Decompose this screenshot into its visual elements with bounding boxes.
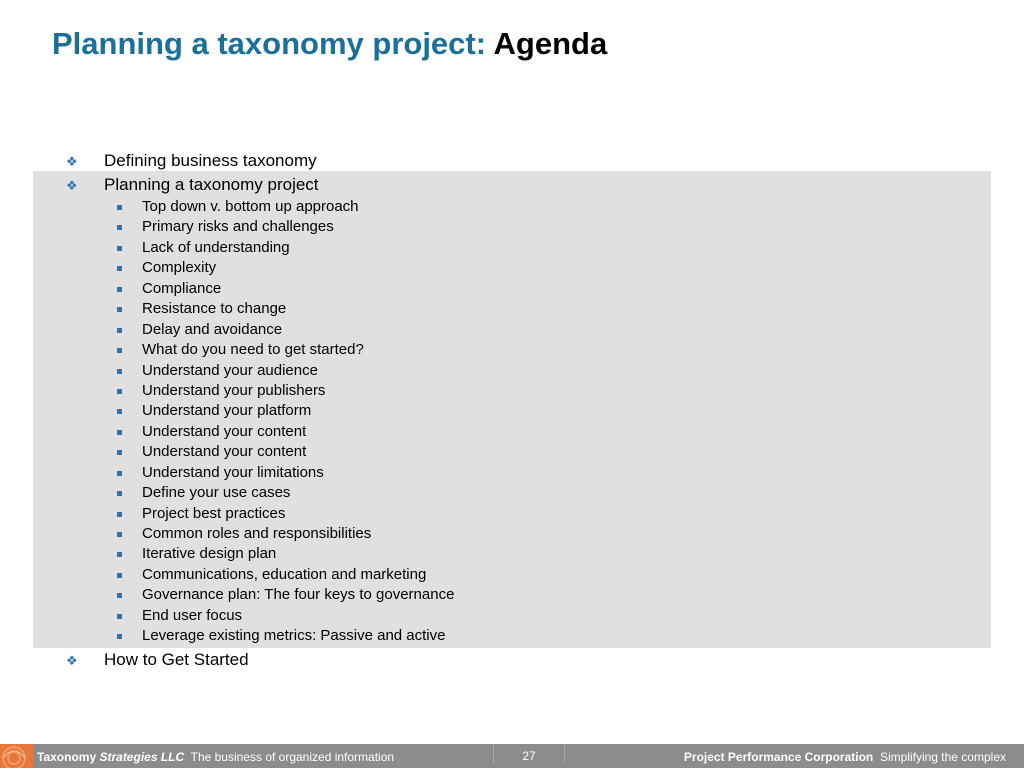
square-bullet-icon xyxy=(117,430,122,435)
square-bullet-icon xyxy=(117,450,122,455)
agenda-item xyxy=(0,650,1024,670)
sub-item: Primary risks and challenges xyxy=(0,217,1024,237)
sub-item: Top down v. bottom up approach xyxy=(0,197,1024,217)
square-bullet-icon xyxy=(117,287,122,292)
page-number: 27 xyxy=(493,744,565,763)
square-bullet-icon xyxy=(117,369,122,374)
square-bullet-icon xyxy=(117,552,122,557)
sub-item: Complexity xyxy=(0,258,1024,278)
title-main: Planning a taxonomy project: xyxy=(52,26,487,61)
square-bullet-icon xyxy=(117,389,122,394)
footer-partner: Project Performance Corporation xyxy=(683,750,874,764)
square-bullet-icon xyxy=(117,512,122,517)
sub-item: Lack of understanding xyxy=(0,238,1024,258)
sub-item: Understand your content xyxy=(0,442,1024,462)
sub-item: End user focus xyxy=(0,606,1024,626)
square-bullet-icon xyxy=(117,634,122,639)
square-bullet-icon xyxy=(117,471,122,476)
footer-right-text xyxy=(684,750,1006,764)
sub-item: Delay and avoidance xyxy=(0,320,1024,340)
footer-left-text xyxy=(37,750,394,764)
square-bullet-icon xyxy=(117,246,122,251)
agenda-item-label: How to Get Started xyxy=(104,650,249,669)
diamond-bullet-icon: ❖ xyxy=(66,154,78,169)
square-bullet-icon xyxy=(117,614,122,619)
footer-partner-tagline: Simplifying the complex xyxy=(879,750,1006,764)
sub-item: Iterative design plan xyxy=(0,544,1024,564)
square-bullet-icon xyxy=(117,409,122,414)
sub-item: Understand your limitations xyxy=(0,463,1024,483)
sub-item-list xyxy=(0,197,1024,647)
sub-item: Understand your platform xyxy=(0,401,1024,421)
square-bullet-icon xyxy=(117,532,122,537)
square-bullet-icon xyxy=(117,573,122,578)
sub-item: Common roles and responsibilities xyxy=(0,524,1024,544)
agenda-item xyxy=(0,151,1024,171)
sub-item: Resistance to change xyxy=(0,299,1024,319)
company-logo xyxy=(0,744,33,768)
sub-item: Define your use cases xyxy=(0,483,1024,503)
agenda-item-label: Planning a taxonomy project xyxy=(104,175,319,194)
slide-title xyxy=(52,26,607,62)
footer-brand-italic: Strategies LLC xyxy=(99,750,185,764)
square-bullet-icon xyxy=(117,491,122,496)
square-bullet-icon xyxy=(117,593,122,598)
square-bullet-icon xyxy=(117,348,122,353)
footer-brand: Taxonomy xyxy=(37,750,97,764)
sub-item: Project best practices xyxy=(0,504,1024,524)
sub-item: Leverage existing metrics: Passive and active xyxy=(0,626,1024,646)
sub-item: Governance plan: The four keys to governance xyxy=(0,585,1024,605)
footer-bar xyxy=(0,744,1024,768)
diamond-bullet-icon: ❖ xyxy=(66,653,78,668)
square-bullet-icon xyxy=(117,205,122,210)
sub-item: Understand your audience xyxy=(0,361,1024,381)
sub-item: Understand your publishers xyxy=(0,381,1024,401)
sub-item: Communications, education and marketing xyxy=(0,565,1024,585)
agenda-item-current xyxy=(0,175,1024,195)
square-bullet-icon xyxy=(117,225,122,230)
square-bullet-icon xyxy=(117,328,122,333)
square-bullet-icon xyxy=(117,266,122,271)
title-accent: Agenda xyxy=(493,26,608,61)
agenda-item-label: Defining business taxonomy xyxy=(104,151,317,170)
footer-tagline: The business of organized information xyxy=(190,750,395,764)
sub-item: Compliance xyxy=(0,279,1024,299)
logo-swirl-icon xyxy=(0,744,33,768)
square-bullet-icon xyxy=(117,307,122,312)
sub-item: What do you need to get started? xyxy=(0,340,1024,360)
diamond-bullet-icon: ❖ xyxy=(66,178,78,193)
sub-item: Understand your content xyxy=(0,422,1024,442)
